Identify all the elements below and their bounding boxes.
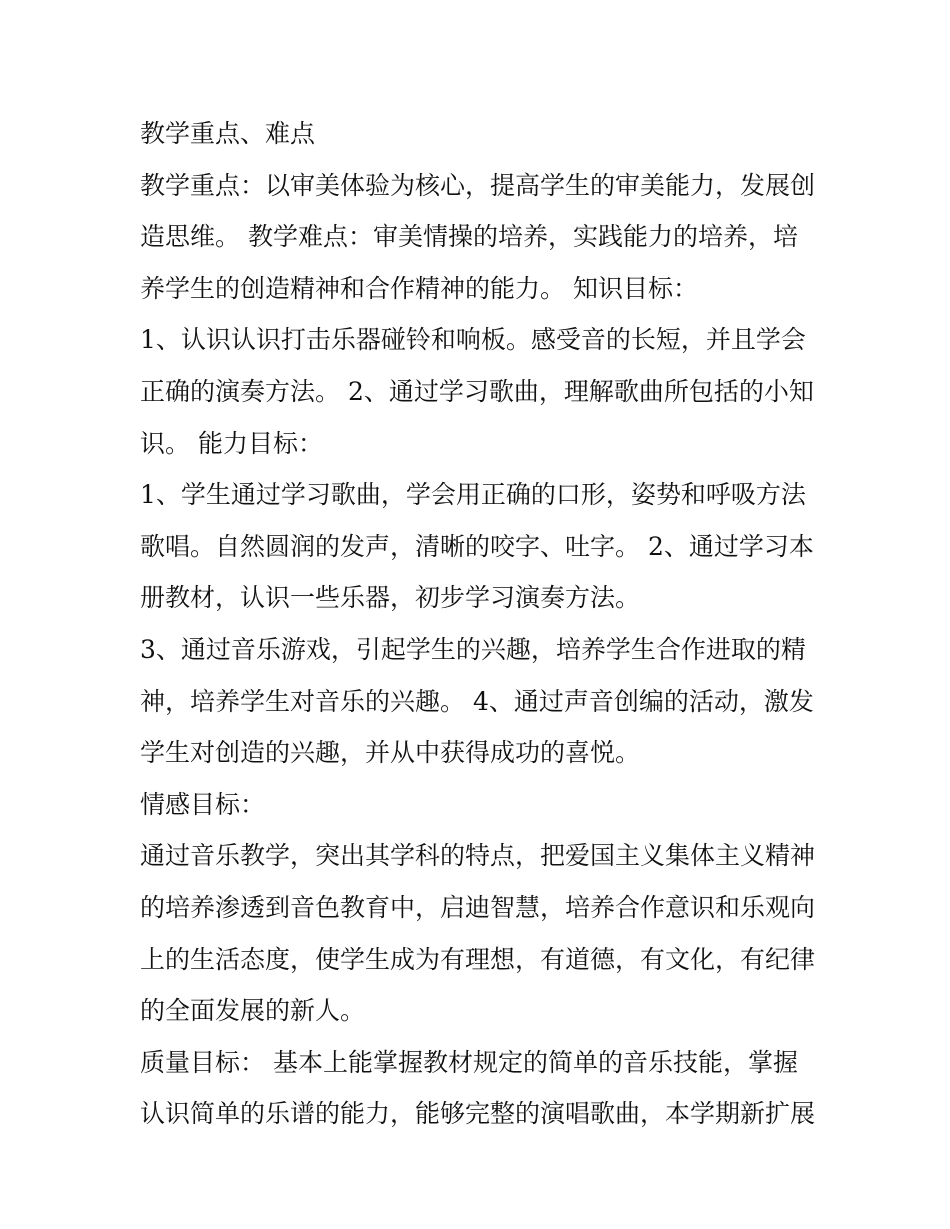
text-line: 教学重点：以审美体验为核心，提高学生的审美能力，发展创 [140,170,816,200]
text-line: 1、认识认识打击乐器碰铃和响板。感受音的长短，并且学会 [140,325,806,355]
text-line: 3、通过音乐游戏，引起学生的兴趣，培养学生合作进取的精 [140,634,806,664]
text-line: 册教材，认识一些乐器，初步学习演奏方法。 [140,583,641,613]
text-line: 歌唱。自然圆润的发声，清晰的咬字、吐字。 2、通过学习本 [140,531,814,561]
text-line: 通过音乐教学，突出其学科的特点，把爱国主义集体主义精神 [140,841,816,871]
text-line: 认识简单的乐谱的能力，能够完整的演唱歌曲，本学期新扩展 [140,1099,816,1129]
text-line: 的全面发展的新人。 [140,996,366,1026]
text-line: 质量目标： 基本上能掌握教材规定的简单的音乐技能，掌握 [140,1047,798,1077]
text-line: 上的生活态度，使学生成为有理想，有道德，有文化，有纪律 [140,944,816,974]
text-line: 造思维。 教学难点：审美情操的培养，实践能力的培养，培 [140,222,798,252]
text-line: 情感目标： [140,789,266,819]
text-line: 学生对创造的兴趣，并从中获得成功的喜悦。 [140,738,641,768]
text-line: 正确的演奏方法。 2、通过学习歌曲，理解歌曲所包括的小知 [140,376,814,406]
text-line: 神，培养学生对音乐的兴趣。 4、通过声音创编的活动，激发 [140,686,814,716]
text-line: 的培养渗透到音色教育中，启迪智慧，培养合作意识和乐观向 [140,892,816,922]
document-body [140,108,820,1140]
text-line: 1、学生通过学习歌曲，学会用正确的口形，姿势和呼吸方法 [140,480,806,510]
text-line: 识。 能力目标： [140,428,323,458]
text-line: 养学生的创造精神和合作精神的能力。 知识目标： [140,273,698,303]
text-line: 教学重点、难点 [140,119,316,148]
